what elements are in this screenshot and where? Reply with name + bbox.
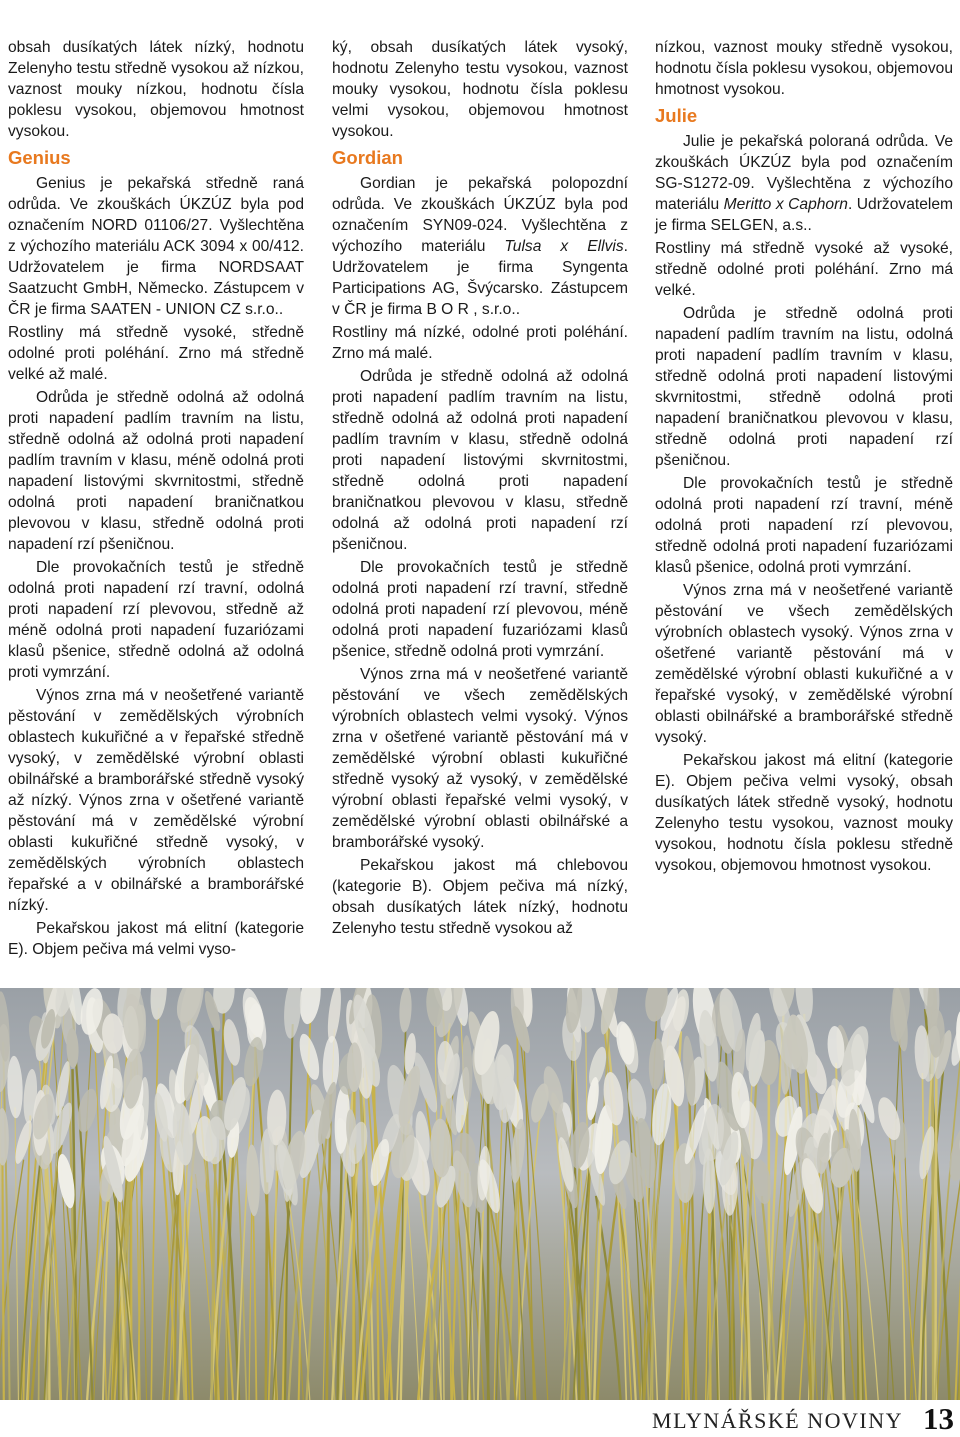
paragraph-julie-resistance: Odrůda je středně odolná proti napadení padlím travním na listu, odolná proti napadení padlím travním v klasu, středně odolná proti napadení listovými skvrnitostmi, středně odolná proti napadení braničnatkou plevovou v klasu, středně odolná proti napadení rzí pšeničnou. bbox=[655, 305, 953, 469]
paragraph-gordian-resistance: Odrůda je středně odolná až odolná proti napadení padlím travním na listu, středně odolná až odolná proti napadení padlím travním v klasu, středně odolná proti napadení listovými skvrnitostmi, středně odolná proti napadení braničnatkou plevovou v klasu, středně odolná až odolná proti napadení rzí pšeničnou. bbox=[332, 368, 628, 553]
page-number: 13 bbox=[923, 1401, 954, 1436]
paragraph-julie-plants: Rostliny má středně vysoké až vysoké, středně odolné proti poléhání. Zrno má velké. bbox=[655, 240, 953, 299]
paragraph-gordian-quality: Pekařskou jakost má chlebovou (kategorie B). Objem pečiva má nízký, obsah dusíkatých látek nízký, hodnotu Zelenyho testu středně vysokou až bbox=[332, 857, 628, 937]
text-run: Gordian je pekařská polopozdní odrůda. Ve zkouškách ÚKZÚZ byla pod označením SYN09-024. Vyšlechtěna z výchozího materiálu bbox=[332, 175, 628, 255]
paragraph-julie-yield: Výnos zrna má v neošetřené variantě pěstování ve všech zemědělských výrobních oblastech vysoký. Výnos zrna v ošetřené variantě pěstování má v zemědělské výrobní oblasti kukuřičné a v řepařské vysoký, v zemědělské výrobní oblasti obilnářské a bramborářské středně vysoký. bbox=[655, 582, 953, 746]
text-run: . Udržovatelem je firma Syngenta Participations AG, Švýcarsko. Zástupcem v ČR je firma B O R , s.r.o.. bbox=[332, 238, 628, 318]
wheat-stem bbox=[2, 1158, 3, 1401]
wheat-field-illustration bbox=[0, 988, 960, 1400]
wheat-stem bbox=[812, 1176, 813, 1400]
text-italic-parents: Meritto x Caphorn bbox=[723, 196, 848, 213]
heading-genius: Genius bbox=[8, 147, 71, 168]
paragraph-genius-origin: Genius je pekařská středně raná odrůda. Ve zkouškách ÚKZÚZ byla pod označením NORD 01106/27. Vyšlechtěna z výchozího materiálu ACK 3094 x 00/412. Udržovatelem je firma NORDSAAT Saatzucht GmbH, Německo. Zástupcem v ČR je firma SAATEN - UNION CZ s.r.o.. bbox=[8, 175, 304, 318]
paragraph-gordian-plants: Rostliny má nízké, odolné proti poléhání. Zrno má malé. bbox=[332, 324, 628, 362]
wheat-stem bbox=[932, 1029, 933, 1400]
heading-gordian: Gordian bbox=[332, 147, 403, 168]
paragraph-gordian-origin bbox=[332, 173, 628, 320]
column-middle bbox=[332, 37, 628, 941]
paragraph-intro: nízkou, vaznost mouky středně vysokou, hodnotu čísla poklesu vysokou, objemovou hmotnost vysokou. bbox=[655, 39, 953, 98]
page-footer bbox=[0, 1400, 960, 1437]
paragraph-genius-yield: Výnos zrna má v neošetřené variantě pěstování v zemědělských výrobních oblastech kukuřičné a v řepařské středně vysoký, v zemědělské výrobní oblasti obilnářské a bramborářské středně vysoký až nízký. Výnos zrna v ošetřené variantě pěstování má v zemědělské výrobní oblasti kukuřičné středně vysoký, v zemědělských výrobních oblastech řepařské a v obilnářské a bramborářské nízký. bbox=[8, 687, 304, 914]
paragraph-intro: ký, obsah dusíkatých látek vysoký, hodnotu Zelenyho testu vysokou, vaznost mouky vysokou, hodnotu čísla poklesu velmi vysokou, objemovou hmotnost vysokou. bbox=[332, 39, 628, 140]
paragraph-genius-resistance: Odrůda je středně odolná až odolná proti napadení padlím travním na listu, středně odolná až odolná proti napadení padlím travním v klasu, méně odolná proti napadení listovými skvrnitostmi, středně odolná proti napadení braničnatkou plevovou v klasu, středně odolná proti napadení rzí pšeničnou. bbox=[8, 389, 304, 553]
paragraph-gordian-tests: Dle provokačních testů je středně odolná proti napadení rzí travní, středně odolná proti napadení rzí plevovou, méně odolná proti napadení fuzariózami klasů pšenice, středně odolná proti vymrzání. bbox=[332, 559, 628, 660]
paragraph-genius-tests: Dle provokačních testů je středně odolná proti napadení rzí travní, odolná proti napadení rzí plevovou, středně až méně odolná proti napadení fuzariózami klasů pšenice, středně odolná až odolná proti vymrzání. bbox=[8, 559, 304, 681]
paragraph-julie-tests: Dle provokačních testů je středně odolná proti napadení rzí travní, méně odolná proti napadení rzí plevovou, středně odolná proti napadení fuzariózami klasů pšenice, odolná proti vymrzání. bbox=[655, 475, 953, 576]
column-left bbox=[8, 37, 304, 962]
wheat-stem bbox=[935, 1055, 936, 1400]
paragraph-julie-quality: Pekařskou jakost má elitní (kategorie E). Objem pečiva velmi vysoký, obsah dusíkatých látek středně vysoký, hodnotu Zelenyho testu vysokou, vaznost mouky vysokou, hodnotu čísla poklesu středně vysokou, objemovou hmotnost vysokou. bbox=[655, 752, 953, 874]
paragraph-julie-origin bbox=[655, 131, 953, 236]
wheat-stem bbox=[266, 1182, 267, 1400]
paragraph-genius-plants: Rostliny má středně vysoké, středně odolné proti poléhání. Zrno má středně velké až malé. bbox=[8, 324, 304, 383]
text-run: . Udržovatelem je firma SELGEN, a.s.. bbox=[655, 196, 953, 234]
column-right bbox=[655, 37, 953, 878]
magazine-title: MLYNÁŘSKÉ NOVINY bbox=[652, 1408, 903, 1433]
text-run: Julie je pekařská poloraná odrůda. Ve zkouškách ÚKZÚZ byla pod označením SG-S1272-09. Vyšlechtěna z výchozího materiálu bbox=[655, 133, 953, 213]
paragraph-genius-quality: Pekařskou jakost má elitní (kategorie E). Objem pečiva má velmi vyso- bbox=[8, 920, 304, 958]
wheat-field-photo bbox=[0, 988, 960, 1400]
text-italic-parents: Tulsa x Ellvis bbox=[504, 238, 624, 255]
paragraph-intro: obsah dusíkatých látek nízký, hodnotu Zelenyho testu středně vysokou až nízkou, vaznost mouky nízkou, hodnotu čísla poklesu vysokou, objemovou hmotnost vysokou. bbox=[8, 39, 304, 140]
heading-julie: Julie bbox=[655, 105, 698, 126]
paragraph-gordian-yield: Výnos zrna má v neošetřené variantě pěstování ve všech zemědělských výrobních oblastech velmi vysoký. Výnos zrna v ošetřené variantě pěstování má v zemědělské výrobní oblasti kukuřičné středně vysoký až vysoký, v zemědělské výrobní oblasti řepařské velmi vysoký, v zemědělské výrobní oblasti obilnářské a bramborářské vysoký. bbox=[332, 666, 628, 851]
